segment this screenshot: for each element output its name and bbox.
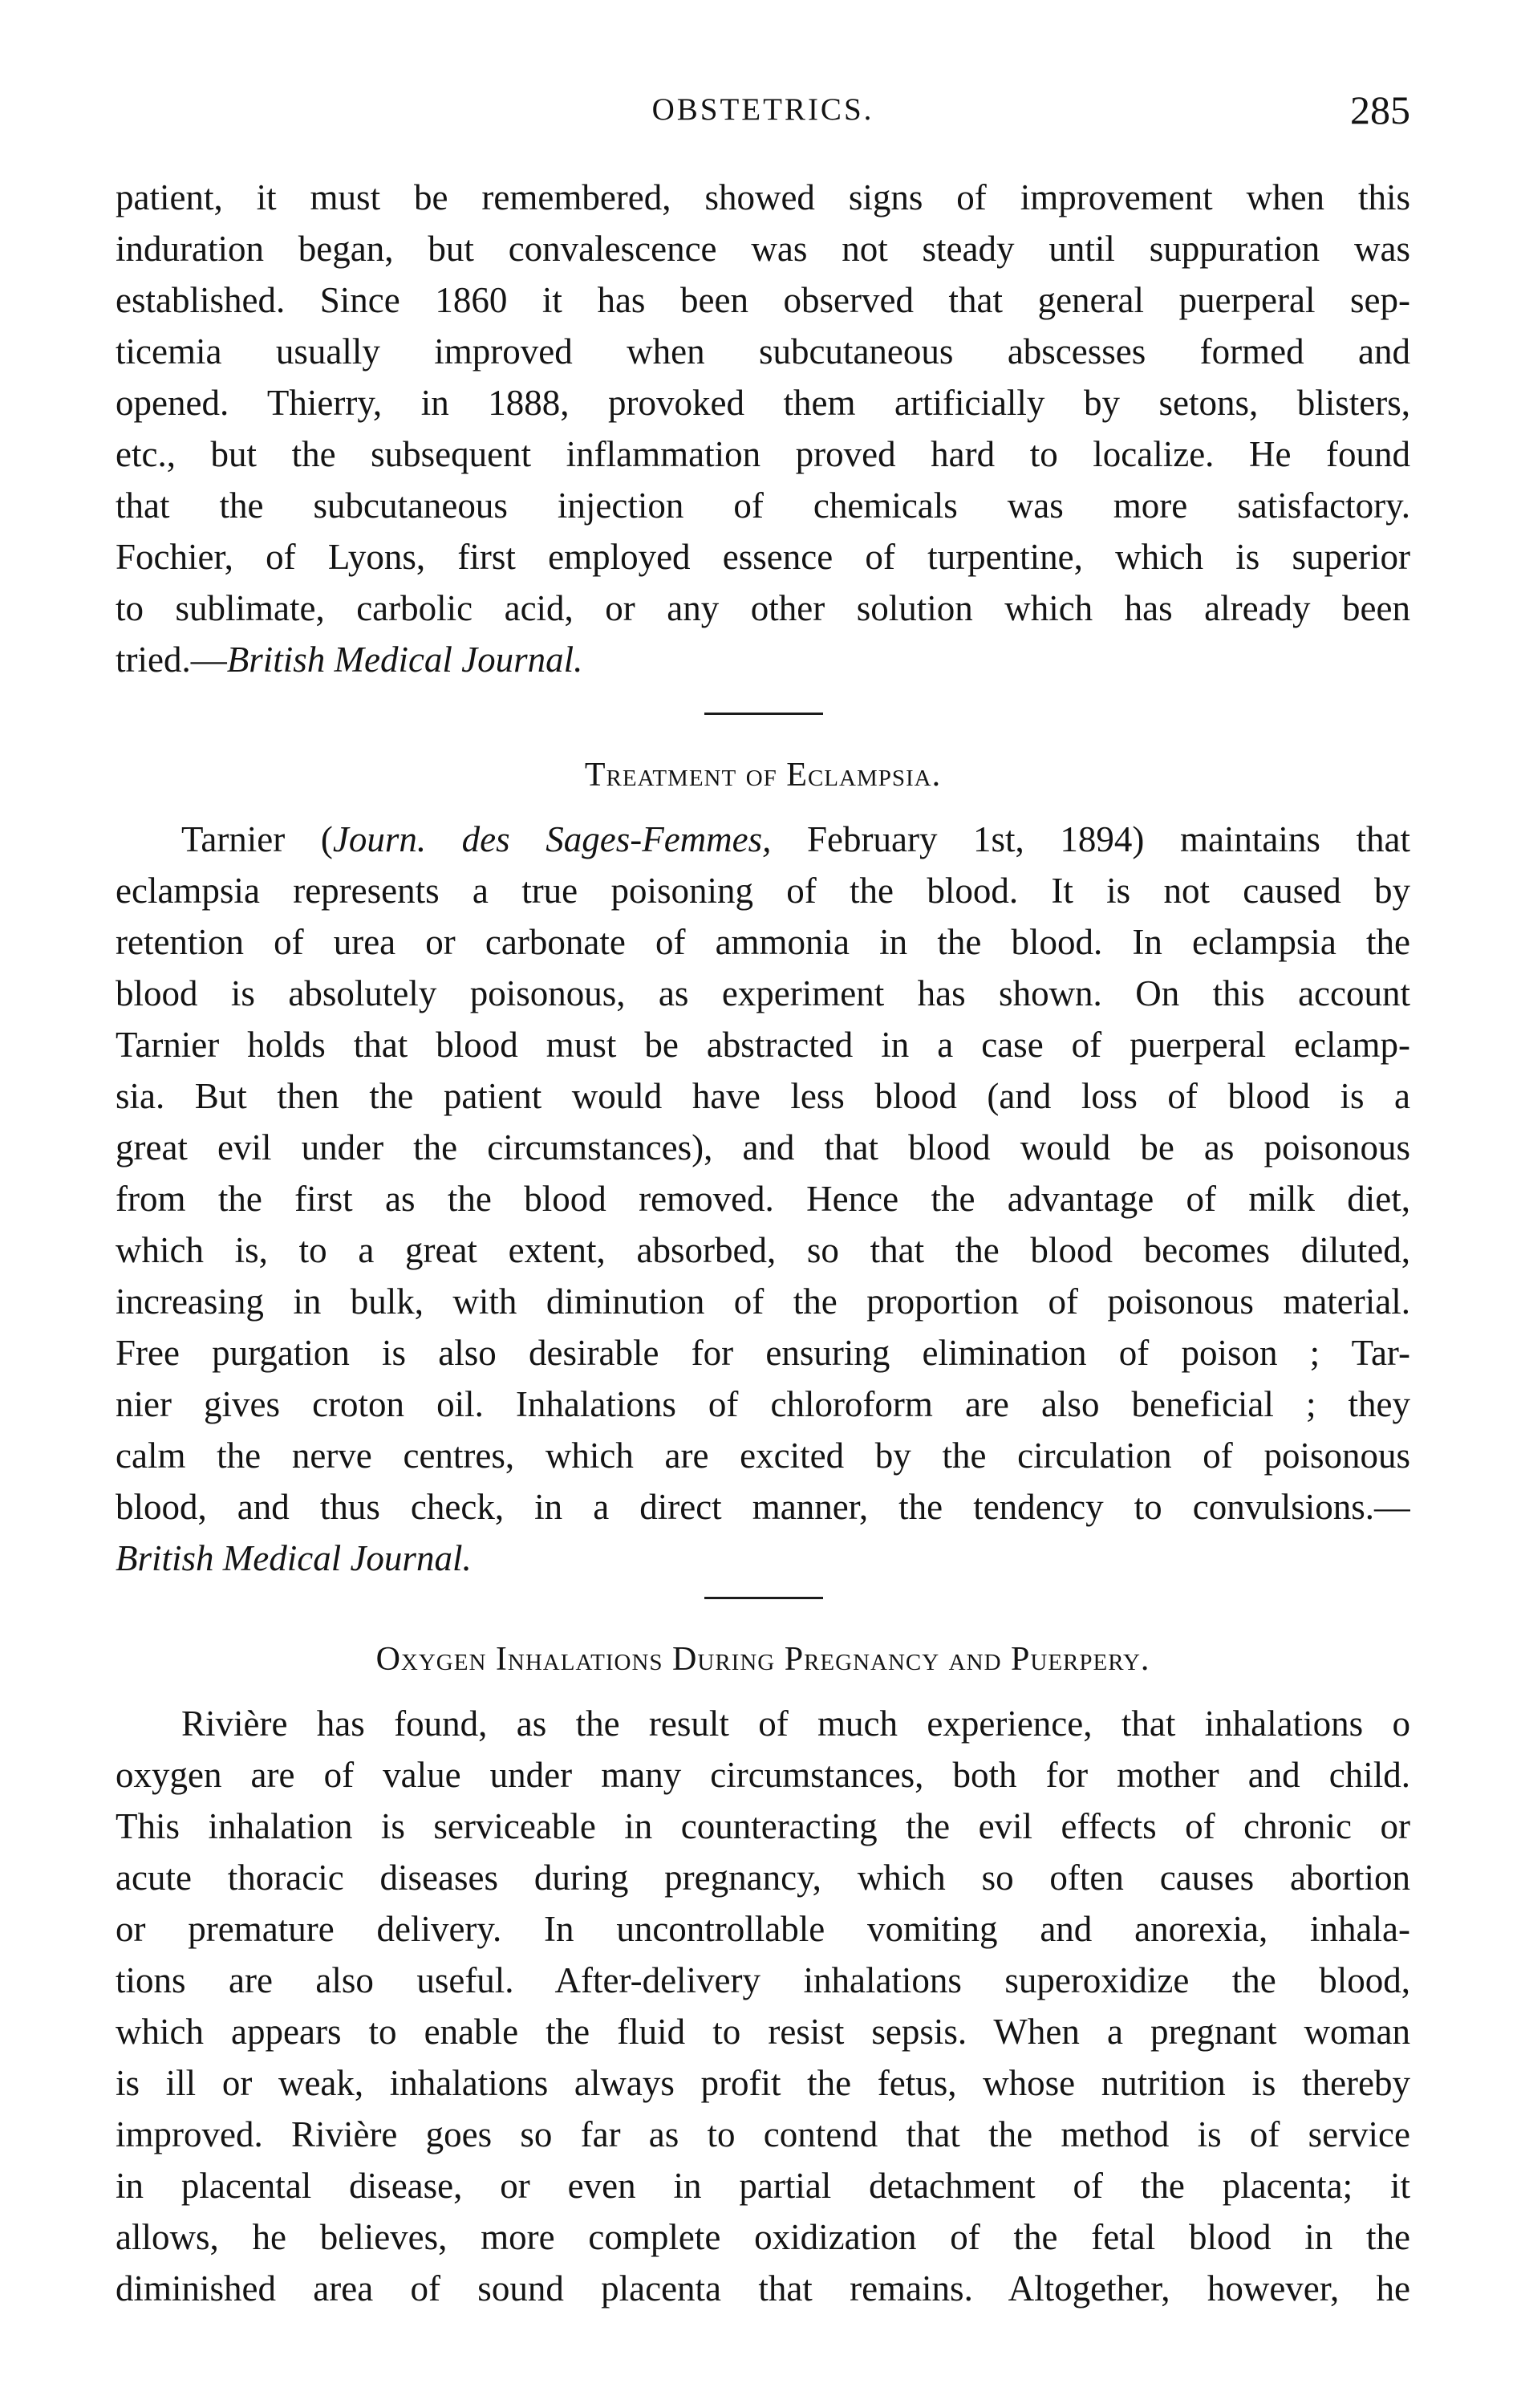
running-head [116, 82, 1410, 138]
oxygen-paragraph [116, 1698, 1410, 2314]
paragraph-line: established. Since 1860 it has been observed that general puerperal sep- [116, 280, 1410, 320]
paragraph-line: Free purgation is also desirable for ensuring elimination of poison ; Tar- [116, 1333, 1410, 1373]
paragraph-line: tions are also useful. After-delivery inhalations superoxidize the blood, [116, 1960, 1410, 2000]
paragraph-line: sia. But then the patient would have less blood (and loss of blood is a [116, 1076, 1410, 1116]
journal-title: Journ. des Sages-Femmes, [332, 819, 772, 859]
paragraph-line-text: February 1st, 1894) maintains that [771, 819, 1410, 859]
paragraph-line: from the first as the blood removed. Hence the advantage of milk diet, [116, 1179, 1410, 1219]
paragraph-line-text: Tarnier ( [181, 819, 333, 859]
paragraph-line: retention of urea or carbonate of ammonia in the blood. In eclampsia the [116, 922, 1410, 962]
section-heading-eclampsia: Treatment of Eclampsia. [584, 757, 942, 794]
paragraph-line-text: tried.— [116, 640, 227, 680]
paragraph-line: eclampsia represents a true poisoning of the blood. It is not caused by [116, 871, 1410, 911]
paragraph-line: great evil under the circumstances), and that blood would be as poisonous [116, 1127, 1410, 1167]
paragraph-line: ticemia usually improved when subcutaneous abscesses formed and [116, 331, 1410, 372]
section-heading-oxygen: Oxygen Inhalations During Pregnancy and Puerpery. [375, 1641, 1150, 1678]
paragraph-line: to sublimate, carbolic acid, or any other solution which has already been [116, 588, 1410, 628]
paragraph-line: acute thoracic diseases during pregnancy, which so often causes abortion [116, 1858, 1410, 1898]
paragraph-line: nier gives croton oil. Inhalations of chloroform are also beneficial ; they [116, 1384, 1410, 1424]
paragraph-line: patient, it must be remembered, showed signs of improvement when this [116, 177, 1410, 217]
source-citation: British Medical Journal. [226, 640, 583, 680]
paragraph-line: calm the nerve centres, which are excited by the circulation of poisonous [116, 1435, 1410, 1476]
page-number: 285 [1350, 87, 1410, 132]
paragraph-line: Fochier, of Lyons, first employed essence of turpentine, which is superior [116, 537, 1410, 577]
paragraph-line: is ill or weak, inhalations always profit the fetus, whose nutrition is thereby [116, 2063, 1410, 2103]
running-title: OBSTETRICS. [651, 92, 874, 127]
paragraph-first-line [116, 814, 1410, 865]
paragraph-line: that the subcutaneous injection of chemicals was more satisfactory. [116, 485, 1410, 526]
paragraph-first-line: Rivière has found, as the result of much experience, that inhalations o [181, 1703, 1410, 1744]
paragraph-line: oxygen are of value under many circumstances, both for mother and child. [116, 1755, 1410, 1795]
paragraph-line: allows, he believes, more complete oxidization of the fetal blood in the [116, 2217, 1410, 2257]
paragraph-line: induration began, but convalescence was not steady until suppuration was [116, 229, 1410, 269]
paragraph-line: blood is absolutely poisonous, as experiment has shown. On this account [116, 973, 1410, 1013]
paragraph-line: in placental disease, or even in partial detachment of the placenta; it [116, 2166, 1410, 2206]
paragraph-line: increasing in bulk, with diminution of the proportion of poisonous material. [116, 1281, 1410, 1322]
paragraph-line: which appears to enable the fluid to resist sepsis. When a pregnant woman [116, 2012, 1410, 2052]
paragraph-line: Tarnier holds that blood must be abstracted in a case of puerperal eclamp- [116, 1025, 1410, 1065]
paragraph-line: opened. Thierry, in 1888, provoked them artificially by setons, blisters, [116, 383, 1410, 423]
paragraph-line: etc., but the subsequent inflammation proved hard to localize. He found [116, 434, 1410, 474]
paragraph-line: which is, to a great extent, absorbed, so that the blood becomes diluted, [116, 1230, 1410, 1270]
source-citation: British Medical Journal. [116, 1538, 472, 1578]
section-divider [704, 713, 823, 715]
paragraph-line: improved. Rivière goes so far as to contend that the method is of service [116, 2114, 1410, 2154]
paragraph-line: This inhalation is serviceable in counteracting the evil effects of chronic or [116, 1806, 1410, 1846]
eclampsia-paragraph [116, 814, 1410, 1584]
paragraph-last-line [116, 634, 1410, 685]
paragraph-line: blood, and thus check, in a direct manner, the tendency to convulsions.— [116, 1487, 1410, 1527]
paragraph-line: diminished area of sound placenta that remains. Altogether, however, he [116, 2268, 1410, 2309]
paragraph-line: or premature delivery. In uncontrollable vomiting and anorexia, inhala- [116, 1909, 1410, 1949]
section-divider [704, 1597, 823, 1599]
opening-paragraph [116, 172, 1410, 685]
